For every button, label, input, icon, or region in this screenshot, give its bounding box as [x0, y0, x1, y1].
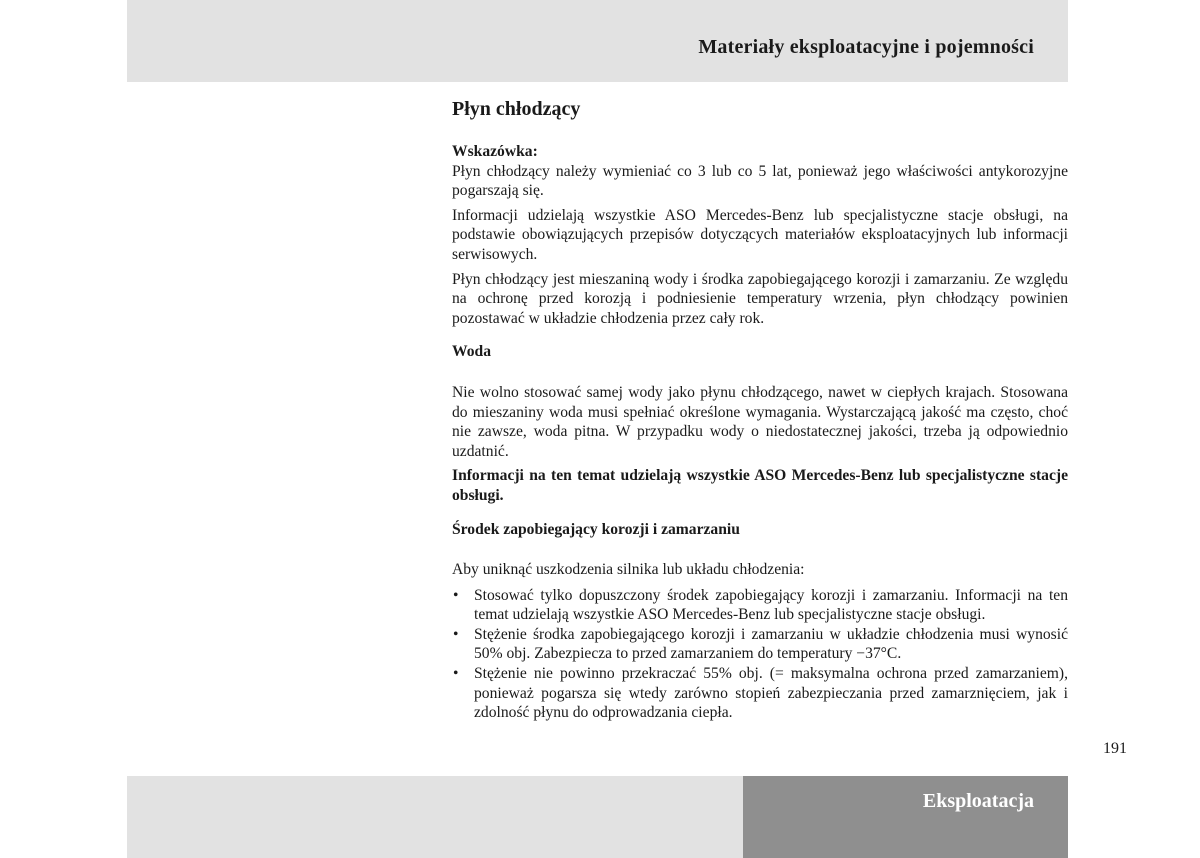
water-paragraph: Nie wolno stosować samej wody jako płynu chłodzącego, nawet w ciepłych krajach. Stosowana do mieszaniny woda musi spełniać określone wymagania. Wystarczającą jakość ma często, choć nie zawsze, woda pitna. W przypadku wody o niedostatecznej jakości, trzeba ją odpowiednio uzdatnić.: [452, 383, 1068, 460]
page-content: [452, 96, 1068, 723]
header-band: [127, 0, 1068, 82]
note-paragraph-1: Płyn chłodzący należy wymieniać co 3 lub co 5 lat, ponieważ jego właściwości antykorozyjne pogarszają się.: [452, 162, 1068, 200]
footer-section-tab: [743, 776, 1068, 858]
note-paragraph-2: Informacji udzielają wszystkie ASO Mercedes-Benz lub specjalistyczne stacje obsługi, na podstawie obowiązujących przepisów dotyczących materiałów eksploatacyjnych lub informacji serwisowych.: [452, 206, 1068, 263]
note-label: Wskazówka:: [452, 143, 538, 160]
note-paragraph-3: Płyn chłodzący jest mieszaniną wody i środka zapobiegającego korozji i zamarzaniu. Ze względu na ochronę przed korozją i podniesienie temperatury wrzenia, płyn chłodzący powinien pozostawać w układzie chłodzenia przez cały rok.: [452, 270, 1068, 327]
water-heading: Woda: [452, 343, 491, 361]
list-item: [452, 664, 1068, 723]
antifreeze-intro: Aby uniknąć uszkodzenia silnika lub układu chłodzenia:: [452, 561, 805, 579]
chapter-title: Materiały eksploatacyjne i pojemności: [698, 36, 1034, 58]
list-item: [452, 586, 1068, 625]
list-item: [452, 625, 1068, 664]
bullet-icon: •: [453, 665, 459, 683]
antifreeze-heading: Środek zapobiegający korozji i zamarzaniu: [452, 520, 740, 538]
list-item-text: Stosować tylko dopuszczony środek zapobiegający korozji i zamarzaniu. Informacji na ten temat udzielają wszystkie ASO Mercedes-Benz lub specjalistyczne stacje obsługi.: [474, 586, 1068, 624]
section-title: Płyn chłodzący: [452, 98, 581, 120]
list-item-text: Stężenie nie powinno przekraczać 55% obj. (= maksymalna ochrona przed zamarzaniem), ponieważ pogarsza się wtedy zarówno stopień zabezpieczania przed zamarznięciem, jak i zdolność płynu do odprowadzania ciepła.: [474, 665, 1068, 722]
antifreeze-list: [452, 586, 1068, 723]
page-number: 191: [1103, 740, 1127, 757]
list-item-text: Stężenie środka zapobiegającego korozji i zamarzaniu w układzie chłodzenia musi wynosić 50% obj. Zabezpiecza to przed zamarzaniem do temperatury −37°C.: [474, 625, 1068, 663]
bullet-icon: •: [453, 625, 459, 643]
bullet-icon: •: [453, 586, 459, 604]
footer-section-label: Eksploatacja: [922, 790, 1034, 812]
water-bold-note: Informacji na ten temat udzielają wszystkie ASO Mercedes-Benz lub specjalistyczne stacje obsługi.: [452, 467, 1068, 504]
